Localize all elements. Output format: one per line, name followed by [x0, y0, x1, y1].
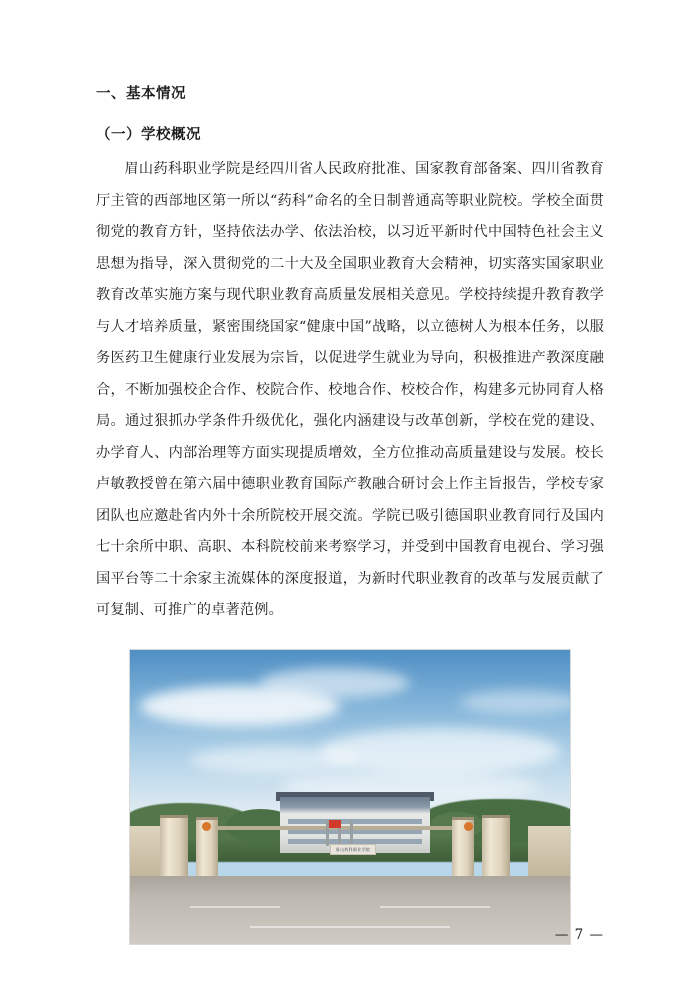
cloud-shape — [460, 690, 571, 714]
section-heading-level-1: 一、基本情况 — [96, 85, 186, 102]
perimeter-wall — [528, 826, 570, 876]
page-content — [96, 82, 604, 945]
school-name-sign: 眉山药科职业学院 — [330, 844, 376, 855]
cloud-shape — [320, 728, 560, 774]
road-marking — [250, 926, 450, 928]
flag-pole — [350, 820, 353, 846]
road-marking — [380, 906, 490, 908]
page-number: — 7 — — [554, 927, 604, 943]
road-marking — [190, 906, 280, 908]
lantern-decoration — [202, 822, 211, 831]
flag-banner — [329, 820, 341, 828]
cloud-shape — [190, 746, 360, 774]
perimeter-wall — [130, 826, 164, 876]
body-paragraph: 眉山药科职业学院是经四川省人民政府批准、国家教育部备案、四川省教育厅主管的西部地区第一所以“药科”命名的全日制普通高等职业院校。学校全面贯彻党的教育方针，坚持依法办学、依法治校，以习近平新时代中国特色社会主义思想为指导，深入贯彻党的二十大及全国职业教育大会精神，切实落实国家职业教育改革实施方案与现代职业教育高质量发展相关意见。学校持续提升教育教学与人才培养质量，紧密围绕国家“健康中国”战略，以立德树人为根本任务，以服务医药卫生健康行业发展为宗旨，以促进学生就业为导向，积极推进产教深度融合，不断加强校企合作、校院合作、校地合作、校校合作，构建多元协同育人格局。通过狠抓办学条件升级优化，强化内涵建设与改革创新，学校在党的建设、办学育人、内部治理等方面实现提质增效，全方位推动高质量建设与发展。校长卢敏教授曾在第六届中德职业教育国际产教融合研讨会上作主旨报告，学校专家团队也应邀赴省内外十余所院校开展交流。学院已吸引德国职业教育同行及国内七十余所中职、高职、本科院校前来考察学习，并受到中国教育电视台、学习强国平台等二十余家主流媒体的深度报道，为新时代职业教育的改革与发展贡献了可复制、可推广的卓著范例。 — [96, 161, 604, 619]
building-window-row — [288, 819, 422, 824]
section-heading-level-2: （一）学校概况 — [96, 126, 201, 144]
campus-photo — [129, 649, 571, 945]
cloud-shape — [260, 668, 410, 698]
lantern-decoration — [464, 822, 473, 831]
figure-container — [96, 649, 604, 945]
ground-region — [130, 876, 570, 944]
